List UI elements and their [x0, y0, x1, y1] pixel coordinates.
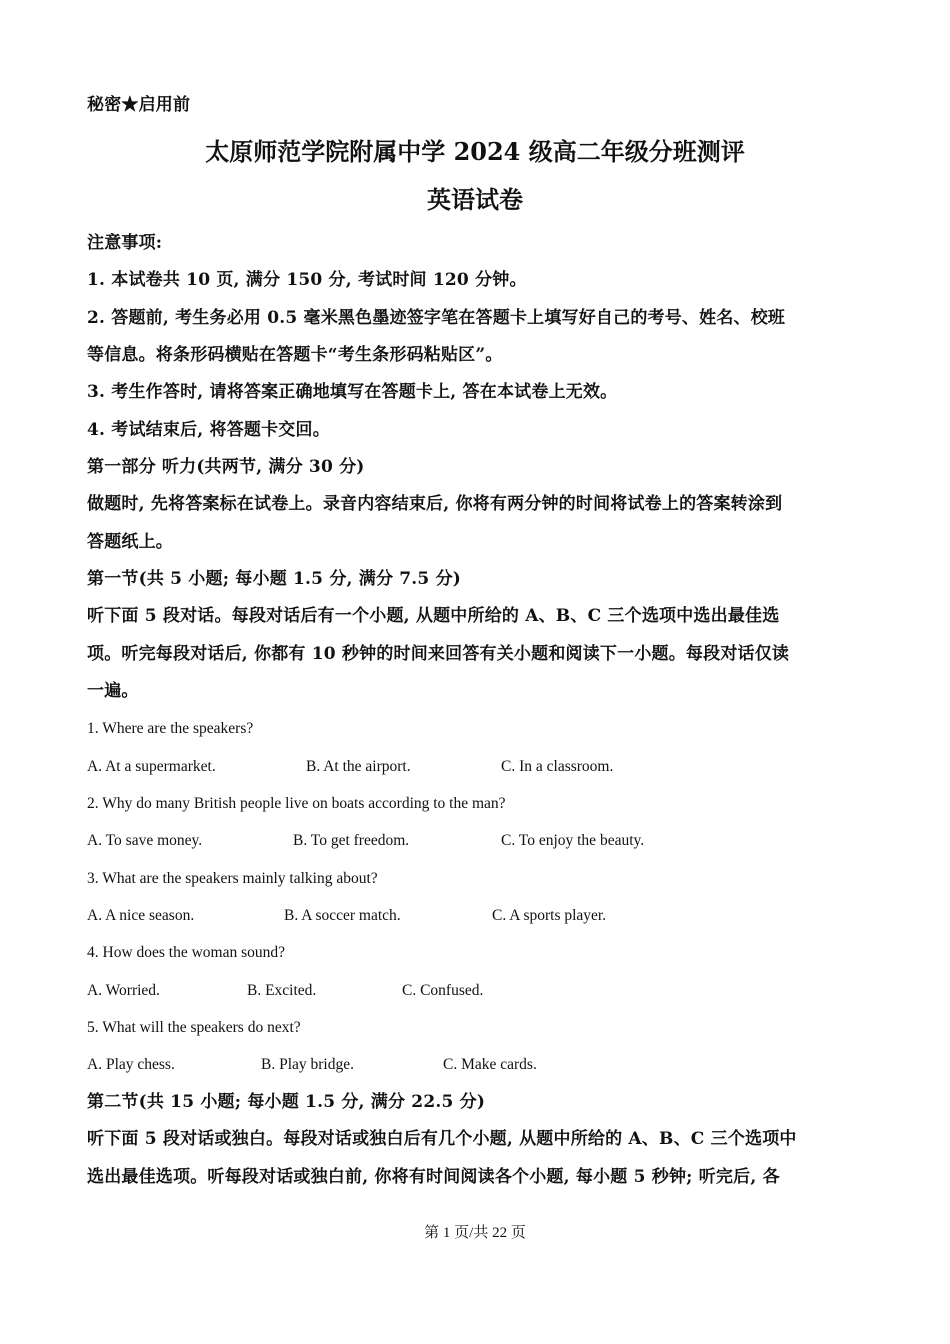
- question-5-option-c: C. Make cards.: [443, 1056, 537, 1073]
- section2-intro-line-1: 听下面 5 段对话或独白。每段对话或独白后有几个小题, 从题中所给的 A、B、C 三个选项中: [87, 1129, 797, 1149]
- question-2-option-b: B. To get freedom.: [293, 832, 410, 849]
- question-3-option-b: B. A soccer match.: [284, 907, 401, 924]
- confidential-label: 秘密★启用前: [87, 95, 191, 115]
- exam-title: 太原师范学院附属中学 2024 级高二年级分班测评: [205, 137, 745, 166]
- question-4-option-a: A. Worried.: [87, 982, 160, 999]
- question-2: 2. Why do many British people live on boats according to the man?: [87, 795, 506, 812]
- question-1-option-a: A. At a supermarket.: [87, 758, 216, 775]
- question-1-option-c: C. In a classroom.: [501, 758, 614, 775]
- section2-intro-line-2: 选出最佳选项。听每段对话或独白前, 你将有时间阅读各个小题, 每小题 5 秒钟; 听完后, 各: [87, 1167, 780, 1187]
- note-item-3: 3. 考生作答时, 请将答案正确地填写在答题卡上, 答在本试卷上无效。: [87, 382, 618, 402]
- section1-heading: 第一节(共 5 小题; 每小题 1.5 分, 满分 7.5 分): [87, 569, 462, 589]
- question-3-option-a: A. A nice season.: [87, 907, 195, 924]
- exam-subtitle: 英语试卷: [427, 185, 523, 214]
- note-item-2-line-1: 2. 答题前, 考生务必用 0.5 毫米黑色墨迹签字笔在答题卡上填写好自己的考号、姓名、校班: [87, 308, 786, 328]
- question-4: 4. How does the woman sound?: [87, 944, 286, 961]
- question-5: 5. What will the speakers do next?: [87, 1019, 301, 1036]
- question-4-option-c: C. Confused.: [402, 982, 484, 999]
- question-2-option-a: A. To save money.: [87, 832, 203, 849]
- question-4-option-b: B. Excited.: [247, 982, 317, 999]
- question-5-option-b: B. Play bridge.: [261, 1056, 354, 1073]
- part1-heading: 第一部分 听力(共两节, 满分 30 分): [87, 457, 365, 477]
- section2-heading: 第二节(共 15 小题; 每小题 1.5 分, 满分 22.5 分): [87, 1092, 486, 1112]
- question-2-option-c: C. To enjoy the beauty.: [501, 832, 645, 849]
- note-item-1: 1. 本试卷共 10 页, 满分 150 分, 考试时间 120 分钟。: [87, 270, 527, 290]
- section1-intro-line-2: 项。听完每段对话后, 你都有 10 秒钟的时间来回答有关小题和阅读下一小题。每段对话仅读: [87, 644, 790, 664]
- section1-intro-line-3: 一遍。: [87, 681, 139, 701]
- part1-intro-line-2: 答题纸上。: [87, 532, 173, 552]
- question-1: 1. Where are the speakers?: [87, 720, 254, 737]
- question-5-option-a: A. Play chess.: [87, 1056, 175, 1073]
- section1-intro-line-1: 听下面 5 段对话。每段对话后有一个小题, 从题中所给的 A、B、C 三个选项中选出最佳选: [87, 606, 780, 626]
- part1-intro-line-1: 做题时, 先将答案标在试卷上。录音内容结束后, 你将有两分钟的时间将试卷上的答案转涂到: [87, 494, 783, 514]
- notes-heading: 注意事项:: [87, 233, 163, 253]
- question-3-option-c: C. A sports player.: [492, 907, 607, 924]
- note-item-2-line-2: 等信息。将条形码横贴在答题卡“考生条形码粘贴区”。: [87, 345, 503, 365]
- note-item-4: 4. 考试结束后, 将答题卡交回。: [87, 420, 330, 440]
- question-3: 3. What are the speakers mainly talking about?: [87, 870, 378, 887]
- page-number-footer: 第 1 页/共 22 页: [424, 1225, 526, 1241]
- question-1-option-b: B. At the airport.: [306, 758, 411, 775]
